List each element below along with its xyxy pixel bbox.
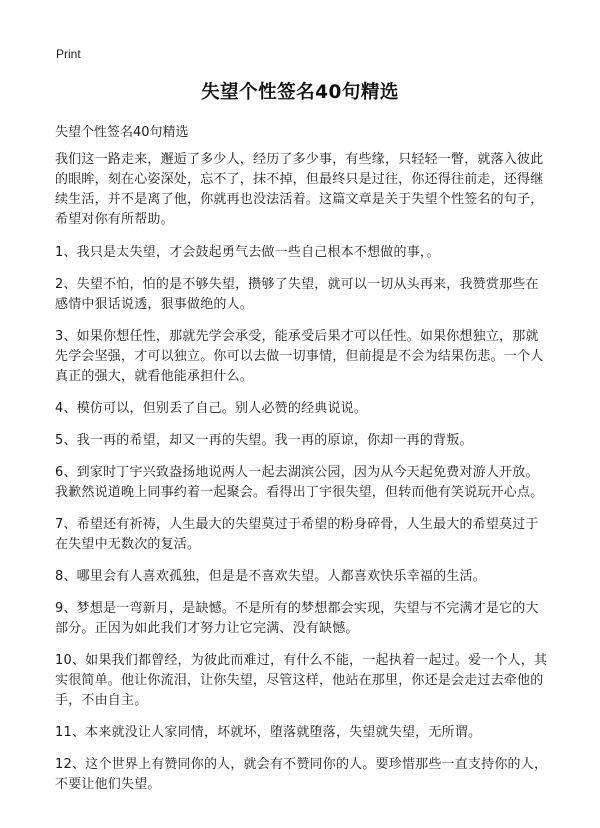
quote-item-12: 12、这个世界上有赞同你的人，就会有不赞同你的人。要珍惜那些一直支持你的人，不要让他们失望。	[55, 757, 548, 792]
quote-item-1: 1、我只是太失望，才会鼓起勇气去做一些自己根本不想做的事，。	[55, 245, 440, 260]
print-link[interactable]: Print	[56, 47, 81, 61]
intro-paragraph: 我们这一路走来，邂逅了多少人，经历了多少事，有些缘，只轻轻一瞥，就落入彼此的眼眸，刻在心姿深处，忘不了，抹不掉，但最终只是过往，你还得往前走，还得继续生活，并不是离了他，你就再也没法活着。这篇文章是关于失望个性签名的句子，希望对你有所帮助。	[55, 152, 544, 227]
quote-item-6: 6、到家时丁宇兴致盎扬地说两人一起去湖滨公园，因为从今天起免费对游人开放。我歉然说道晚上同事约着一起聚会。看得出丁宇很失望，但转而他有笑说玩开心点。	[55, 465, 544, 500]
quote-item-11: 11、本来就没让人家同情，坏就坏，堕落就堕落，失望就失望，无所谓。	[55, 725, 482, 740]
article-body	[55, 150, 550, 807]
document-subtitle: 失望个性签名40句精选	[55, 125, 189, 140]
quote-item-10: 10、如果我们都曾经，为彼此而难过，有什么不能，一起执着一起过。爱一个人，其实很简单。他让你流泪，让你失望，尽管这样，他站在那里，你还是会走过去牵他的手，不由自主。	[55, 653, 548, 708]
page-title: 失望个性签名40句精选	[201, 82, 399, 103]
quote-item-5: 5、我一再的希望，却又一再的失望。我一再的原谅，你却一再的背叛。	[55, 433, 473, 448]
quote-item-4: 4、模仿可以，但别丢了自己。别人必赞的经典说说。	[55, 401, 368, 416]
quote-item-8: 8、哪里会有人喜欢孤独，但是是不喜欢失望。人都喜欢快乐幸福的生活。	[55, 569, 486, 584]
quote-item-3: 3、如果你想任性，那就先学会承受，能承受后果才可以任性。如果你想独立，那就先学会坚强，才可以独立。你可以去做一切事情，但前提是不会为结果伤悲。一个人真正的强大，就看他能承担什么。	[55, 329, 544, 384]
quote-item-2: 2、失望不怕，怕的是不够失望，攒够了失望，就可以一切从头再来，我赞赏那些在感情中狠话说透，狠事做绝的人。	[55, 277, 539, 312]
quote-item-9: 9、梦想是一弯新月，是缺憾。不是所有的梦想都会实现，失望与不完满才是它的大部分。正因为如此我们才努力让它完满、没有缺憾。	[55, 601, 539, 636]
quote-item-7: 7、希望还有祈祷，人生最大的失望莫过于希望的粉身碎骨，人生最大的希望莫过于在失望中无数次的复活。	[55, 517, 539, 552]
